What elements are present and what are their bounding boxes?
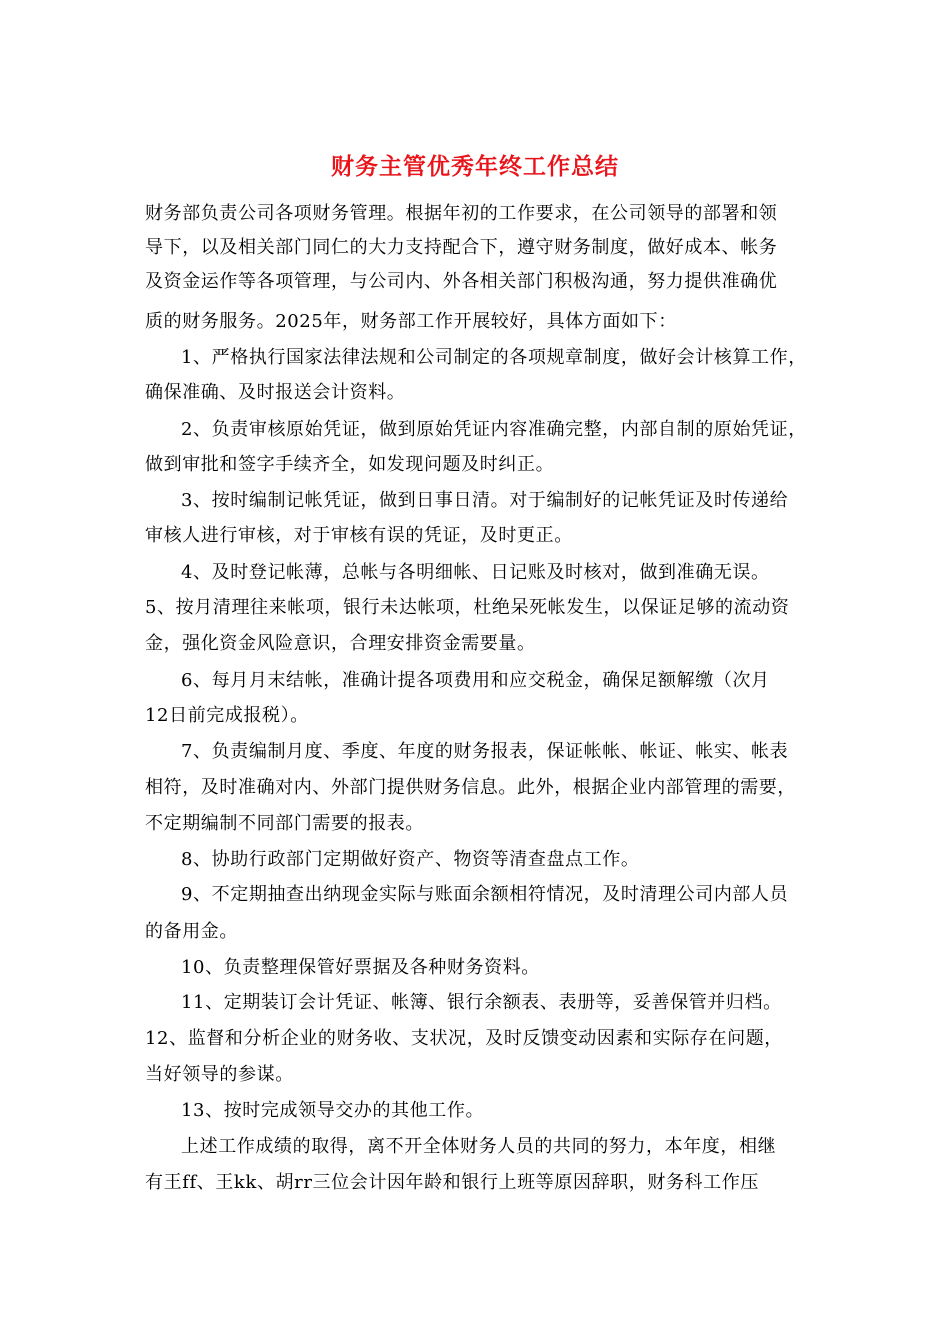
text-line: 2、负责审核原始凭证，做到原始凭证内容准确完整，内部自制的原始凭证， bbox=[181, 419, 807, 440]
text-line: 9、不定期抽查出纳现金实际与账面余额相符情况，及时清理公司内部人员 bbox=[181, 884, 789, 905]
text-line: 12日前完成报税）。 bbox=[145, 705, 309, 726]
text-line: 10、负责整理保管好票据及各种财务资料。 bbox=[181, 957, 540, 978]
text-line: 有王ff、王kk、胡rr三位会计因年龄和银行上班等原因辞职，财务科工作压 bbox=[145, 1172, 759, 1193]
text-line: 6、每月月末结帐，准确计提各项费用和应交税金，确保足额解缴（次月 bbox=[181, 670, 770, 691]
text-line: 8、协助行政部门定期做好资产、物资等清查盘点工作。 bbox=[181, 849, 640, 870]
text-line: 及资金运作等各项管理，与公司内、外各相关部门积极沟通，努力提供准确优 bbox=[145, 271, 778, 292]
text-line: 3、按时编制记帐凭证，做到日事日清。对于编制好的记帐凭证及时传递给 bbox=[181, 490, 789, 511]
text-line: 财务部负责公司各项财务管理。根据年初的工作要求，在公司领导的部署和领 bbox=[145, 203, 778, 224]
text-line: 确保准确、及时报送会计资料。 bbox=[145, 382, 406, 403]
text-line: 上述工作成绩的取得，离不开全体财务人员的共同的努力，本年度，相继 bbox=[181, 1136, 777, 1157]
text-line: 审核人进行审核，对于审核有误的凭证，及时更正。 bbox=[145, 525, 573, 546]
text-line: 4、及时登记帐薄，总帐与各明细帐、日记账及时核对，做到准确无误。 bbox=[181, 562, 770, 583]
text-line: 不定期编制不同部门需要的报表。 bbox=[145, 813, 424, 834]
text-line: 1、严格执行国家法律法规和公司制定的各项规章制度，做好会计核算工作， bbox=[181, 347, 807, 368]
text-line: 导下，以及相关部门同仁的大力支持配合下，遵守财务制度，做好成本、帐务 bbox=[145, 237, 778, 258]
text-line: 质的财务服务。2025年，财务部工作开展较好，具体方面如下： bbox=[145, 311, 677, 332]
text-line: 7、负责编制月度、季度、年度的财务报表，保证帐帐、帐证、帐实、帐表 bbox=[181, 741, 789, 762]
text-line: 12、监督和分析企业的财务收、支状况，及时反馈变动因素和实际存在问题， bbox=[145, 1028, 783, 1049]
document-title: 财务主管优秀年终工作总结 bbox=[331, 154, 619, 180]
text-line: 13、按时完成领导交办的其他工作。 bbox=[181, 1100, 485, 1121]
text-line: 金，强化资金风险意识，合理安排资金需要量。 bbox=[145, 633, 536, 654]
text-line: 的备用金。 bbox=[145, 921, 238, 942]
text-line: 11、定期装订会计凭证、帐簿、银行余额表、表册等，妥善保管并归档。 bbox=[181, 992, 782, 1013]
text-line: 相符，及时准确对内、外部门提供财务信息。此外，根据企业内部管理的需要， bbox=[145, 777, 796, 798]
text-line: 当好领导的参谋。 bbox=[145, 1064, 294, 1085]
text-line: 做到审批和签字手续齐全，如发现问题及时纠正。 bbox=[145, 454, 555, 475]
text-line: 5、按月清理往来帐项，银行未达帐项，杜绝呆死帐发生，以保证足够的流动资 bbox=[145, 597, 790, 618]
